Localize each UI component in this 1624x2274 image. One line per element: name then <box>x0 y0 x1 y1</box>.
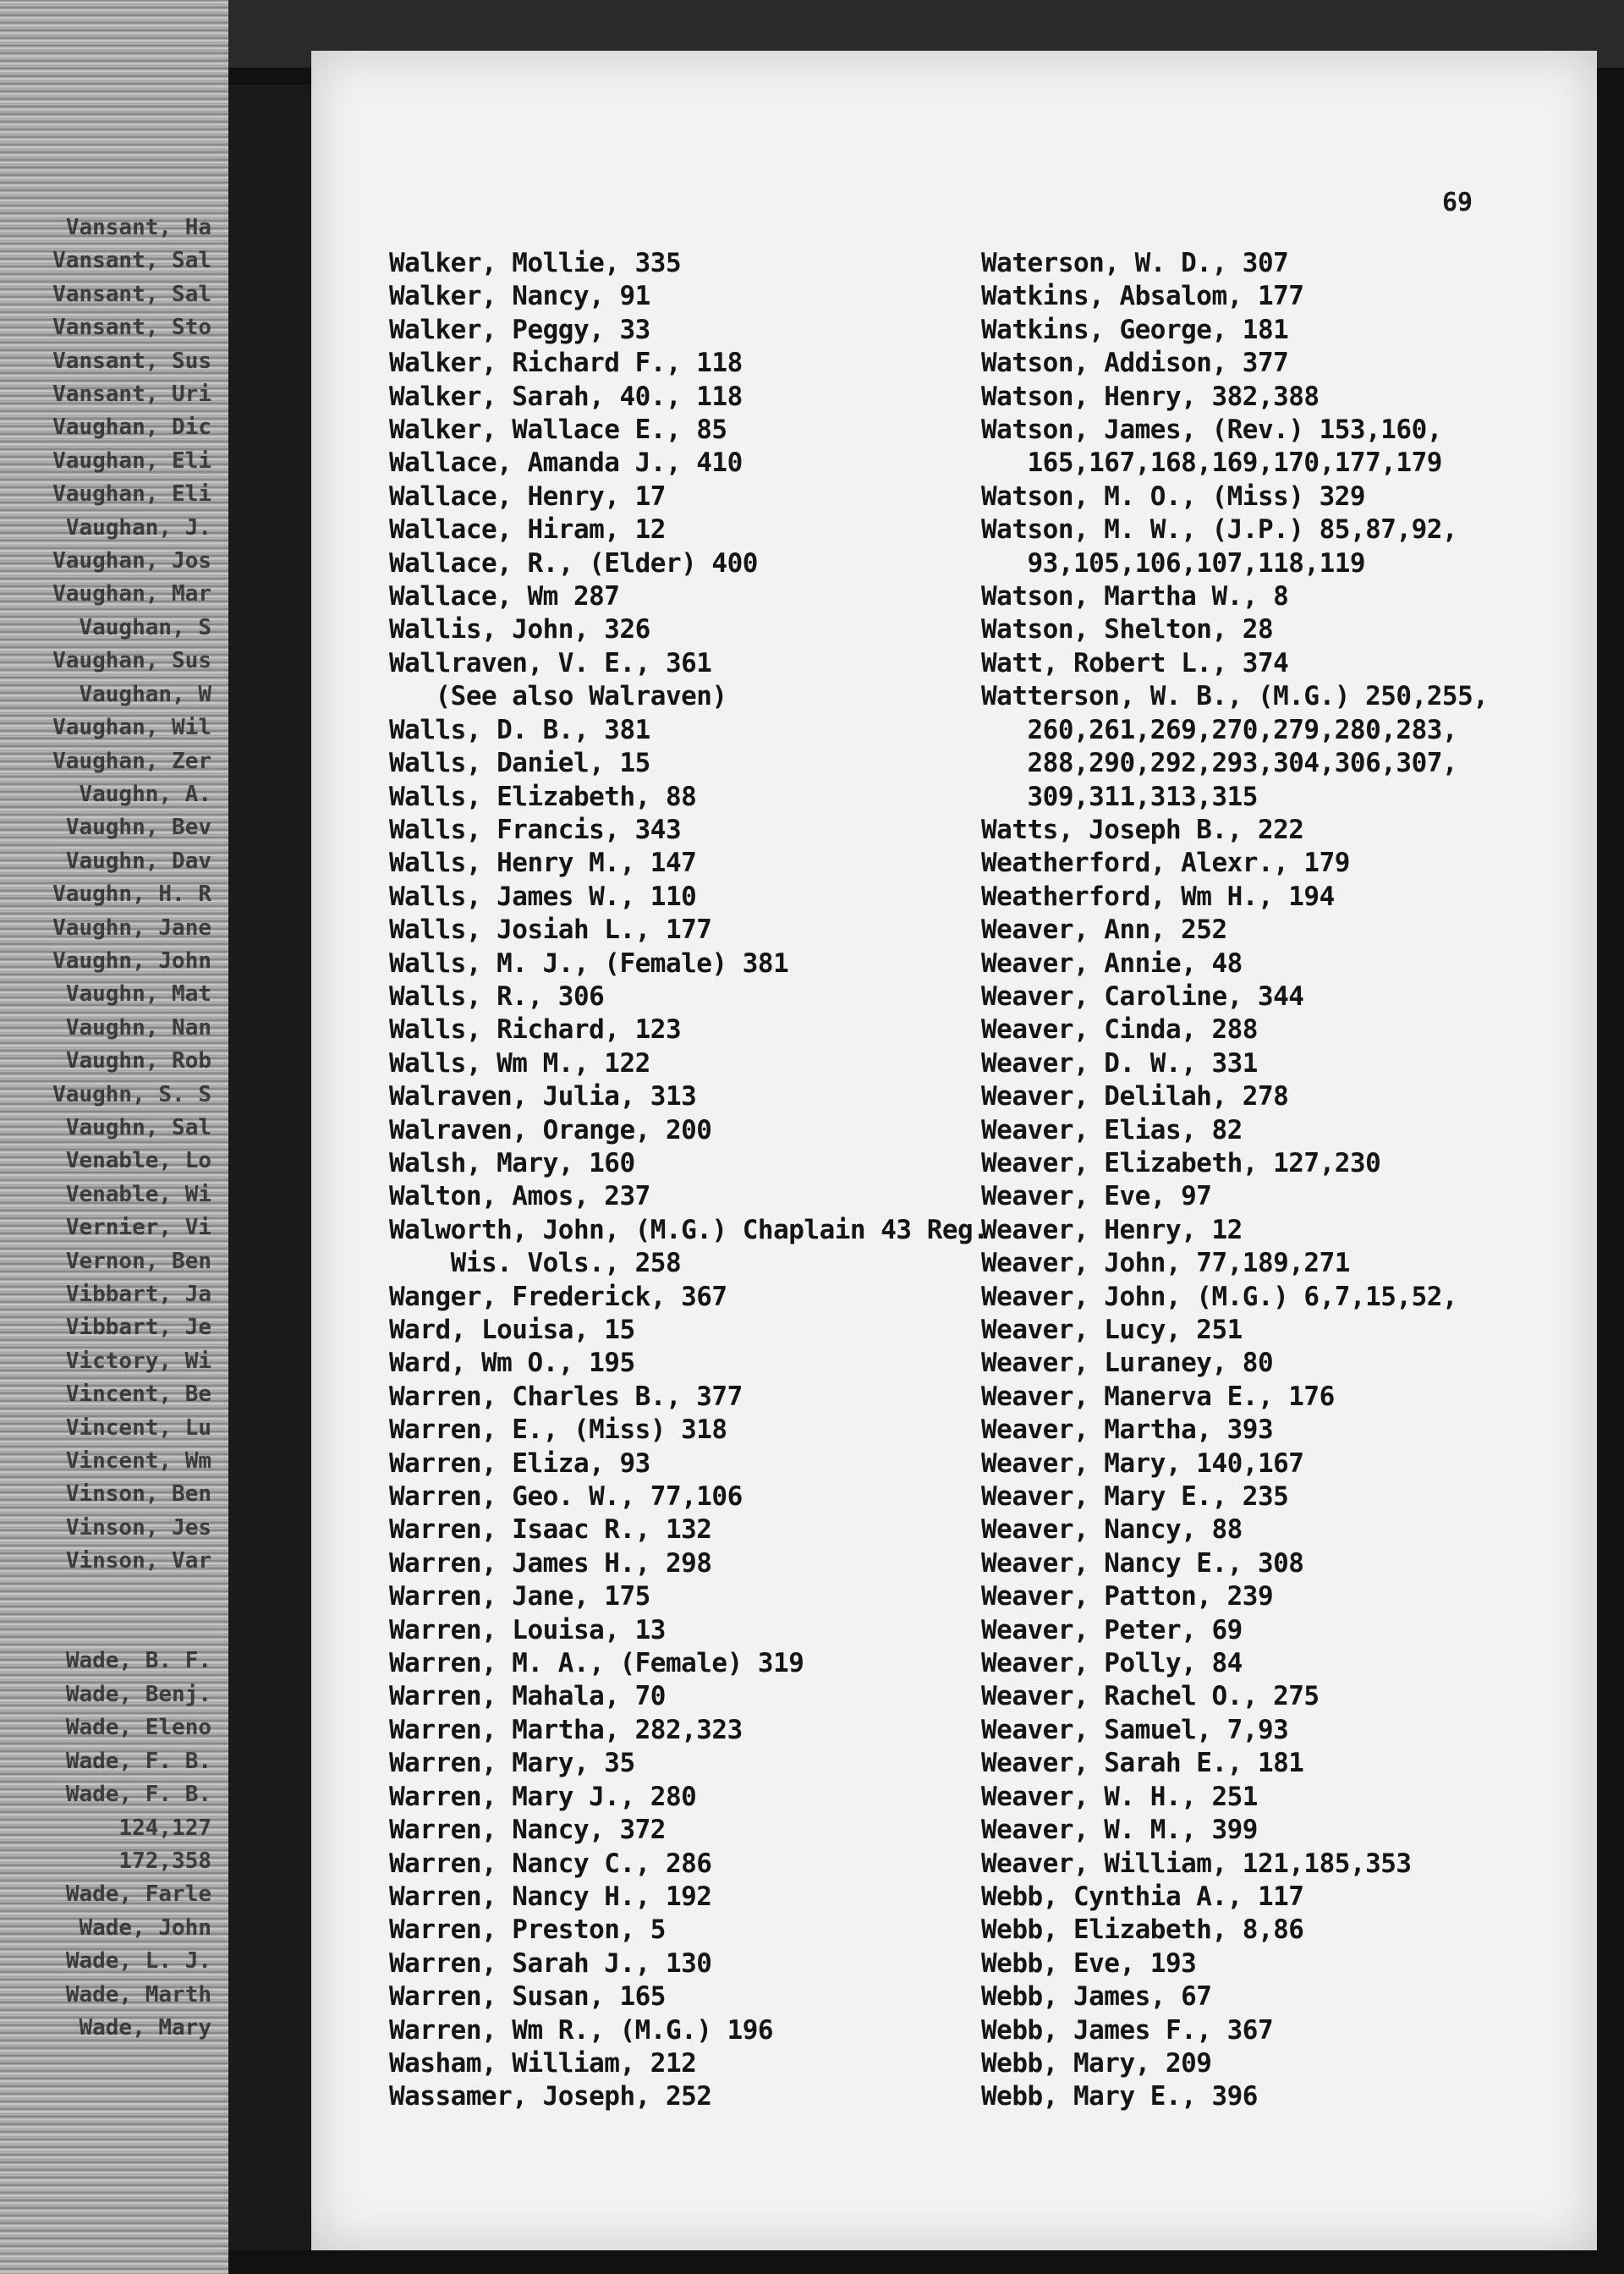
previous-page-line: Vibbart, Je <box>65 1315 211 1341</box>
previous-page-line: Wade, Eleno <box>65 1715 211 1741</box>
previous-page-line: Wade, L. J. <box>65 1948 211 1975</box>
index-entry: Weaver, Annie, 48 <box>981 948 1243 979</box>
index-entry: Walls, D. B., 381 <box>389 714 650 745</box>
index-entry: Walls, Richard, 123 <box>389 1014 682 1046</box>
previous-page-line: Vansant, Uri <box>52 382 211 408</box>
index-entry: Weaver, D. W., 331 <box>981 1047 1258 1079</box>
index-entry: Warren, Louisa, 13 <box>389 1614 666 1645</box>
previous-page-line: Wade, F. B. <box>65 1782 211 1808</box>
previous-page-line: Vaughan, W <box>79 681 211 707</box>
index-entry: Weaver, Cinda, 288 <box>981 1014 1258 1046</box>
previous-page-line: Vaughan, Eli <box>52 481 211 508</box>
index-entry: Walsh, Mary, 160 <box>389 1147 635 1178</box>
previous-page-line: Vansant, Sto <box>52 315 211 341</box>
previous-page-line: Venable, Wi <box>65 1181 211 1207</box>
index-entry: Warren, Nancy H., 192 <box>389 1881 712 1912</box>
index-entry: Walworth, John, (M.G.) Chaplain 43 Reg. <box>389 1214 989 1245</box>
previous-page-line: Vibbart, Ja <box>65 1282 211 1307</box>
index-entry: Watson, Shelton, 28 <box>981 614 1274 645</box>
index-entry: Weaver, W. H., 251 <box>981 1781 1258 1812</box>
index-entry: Wassamer, Joseph, 252 <box>389 2081 712 2112</box>
index-entry: Webb, Elizabeth, 8,86 <box>981 1914 1304 1946</box>
index-entry: Walls, M. J., (Female) 381 <box>389 948 789 979</box>
index-entry: Weaver, Mary E., 235 <box>981 1481 1289 1513</box>
index-entry: Webb, James, 67 <box>981 1981 1212 2013</box>
previous-page-edge <box>0 0 228 2274</box>
previous-page-line: Vaughn, H. R <box>52 882 211 908</box>
index-entry: Weatherford, Wm H., 194 <box>981 881 1335 912</box>
previous-page-line: Venable, Lo <box>65 1148 211 1174</box>
index-entry: Walton, Amos, 237 <box>389 1181 650 1212</box>
previous-page-line: Vaughn, Nan <box>65 1014 211 1041</box>
previous-page-line: Vaughan, J. <box>65 514 211 541</box>
previous-page-line: Vernon, Ben <box>65 1248 211 1274</box>
index-entry: Watson, James, (Rev.) 153,160, <box>981 415 1442 446</box>
index-entry: Warren, Susan, 165 <box>389 1981 666 2013</box>
index-entry: Warren, Sarah J., 130 <box>389 1947 712 1979</box>
index-entry: 165,167,168,169,170,177,179 <box>981 448 1442 479</box>
index-entry: Warren, Geo. W., 77,106 <box>389 1481 743 1513</box>
previous-page-line: 124,127 <box>118 1815 211 1841</box>
index-entry: Wanger, Frederick, 367 <box>389 1281 727 1312</box>
index-entry: Weaver, Manerva E., 176 <box>981 1381 1335 1412</box>
previous-page-line: Vaughan, S <box>79 614 211 640</box>
index-entry: Weaver, Caroline, 344 <box>981 980 1304 1012</box>
index-entry: Weaver, Elias, 82 <box>981 1114 1243 1145</box>
previous-page-line: Vaughn, Rob <box>65 1048 211 1074</box>
index-entry: Weaver, Patton, 239 <box>981 1581 1274 1612</box>
index-entry: Walker, Mollie, 335 <box>389 248 682 278</box>
previous-page-line: Wade, Mary <box>79 2014 211 2041</box>
index-entry: Weaver, Rachel O., 275 <box>981 1681 1320 1712</box>
index-entry: Warren, Isaac R., 132 <box>389 1514 712 1546</box>
index-entry: Weaver, Lucy, 251 <box>981 1315 1243 1345</box>
index-entry: Weaver, Samuel, 7,93 <box>981 1714 1289 1745</box>
index-column-left <box>389 247 988 2114</box>
previous-page-line: Vincent, Be <box>65 1381 211 1408</box>
index-entry: Walker, Nancy, 91 <box>389 281 650 312</box>
index-entry: Warren, James H., 298 <box>389 1547 712 1579</box>
index-entry: Webb, Mary, 209 <box>981 2047 1212 2079</box>
previous-page-line: Vinson, Jes <box>65 1514 211 1541</box>
previous-page-line: Vaughn, A. <box>79 781 211 807</box>
index-entry: Weaver, Delilah, 278 <box>981 1081 1289 1112</box>
index-entry: Watson, Addison, 377 <box>981 348 1289 379</box>
previous-page-line: Vinson, Var <box>65 1548 211 1574</box>
previous-page-line: Vaughan, Wil <box>52 715 211 741</box>
previous-page-line: Vaughan, Zer <box>52 748 211 774</box>
index-entry: Weaver, William, 121,185,353 <box>981 1848 1412 1879</box>
index-entry: Weaver, Peter, 69 <box>981 1614 1243 1645</box>
index-entry: Weaver, Martha, 393 <box>981 1414 1274 1446</box>
index-entry: Warren, Wm R., (M.G.) 196 <box>389 2014 774 2046</box>
index-entry: Warren, Eliza, 93 <box>389 1447 650 1479</box>
index-entry: Wallace, Hiram, 12 <box>389 514 666 546</box>
index-entry: Watson, M. O., (Miss) 329 <box>981 481 1366 512</box>
index-entry: Walls, Josiah L., 177 <box>389 915 712 946</box>
index-entry: Walls, Francis, 343 <box>389 814 682 845</box>
index-entry: Webb, Mary E., 396 <box>981 2081 1258 2112</box>
index-entry: Watson, Martha W., 8 <box>981 581 1289 612</box>
index-entry: 260,261,269,270,279,280,283, <box>981 714 1458 745</box>
index-entry: 309,311,313,315 <box>981 781 1258 812</box>
index-entry: Wallace, Amanda J., 410 <box>389 448 743 479</box>
previous-page-line: Wade, Farle <box>65 1881 211 1908</box>
index-entry: Walker, Wallace E., 85 <box>389 415 727 446</box>
previous-page-line: Vaughn, Dav <box>65 848 211 874</box>
index-entry: Webb, James F., 367 <box>981 2014 1274 2046</box>
index-entry: Walraven, Orange, 200 <box>389 1114 712 1145</box>
previous-page-line: Vaughan, Eli <box>52 448 211 474</box>
index-entry: Walker, Richard F., 118 <box>389 348 743 379</box>
previous-page-line: Vaughn, John <box>52 948 211 974</box>
index-entry: (See also Walraven) <box>389 681 727 712</box>
previous-page-text <box>0 211 211 2045</box>
index-entry: Warren, Jane, 175 <box>389 1581 650 1612</box>
index-entry: Watts, Joseph B., 222 <box>981 814 1304 845</box>
index-entry: Walls, Henry M., 147 <box>389 848 697 879</box>
previous-page-line: Vaughan, Jos <box>52 548 211 574</box>
index-entry: Warren, Mary, 35 <box>389 1748 635 1779</box>
index-entry: Warren, Charles B., 377 <box>389 1381 743 1412</box>
page-number: 69 <box>1442 188 1473 217</box>
index-entry: Watson, Henry, 382,388 <box>981 381 1320 412</box>
index-entry: Weatherford, Alexr., 179 <box>981 848 1350 879</box>
index-entry: Weaver, John, (M.G.) 6,7,15,52, <box>981 1281 1458 1312</box>
previous-page-line: Vaughn, S. S <box>52 1081 211 1107</box>
previous-page-line: Vansant, Sal <box>52 281 211 307</box>
index-entry: Wis. Vols., 258 <box>389 1248 682 1279</box>
index-entry: Weaver, Nancy E., 308 <box>981 1547 1304 1579</box>
previous-page-line: Wade, Benj. <box>65 1681 211 1707</box>
index-entry: Weaver, Henry, 12 <box>981 1214 1243 1245</box>
previous-page-line: Vansant, Sal <box>52 248 211 274</box>
index-entry: Ward, Wm O., 195 <box>389 1348 635 1379</box>
index-entry: Weaver, Luraney, 80 <box>981 1348 1274 1379</box>
index-entry: Walls, James W., 110 <box>389 881 697 912</box>
previous-page-line: Vaughan, Dic <box>52 415 211 441</box>
index-entry: Wallace, R., (Elder) 400 <box>389 547 758 579</box>
index-entry: Wallace, Wm 287 <box>389 581 620 612</box>
previous-page-line: Vansant, Sus <box>52 348 211 374</box>
index-entry: Weaver, W. M., 399 <box>981 1815 1258 1846</box>
previous-page-line: Wade, F. B. <box>65 1748 211 1774</box>
index-entry: Warren, Preston, 5 <box>389 1914 666 1946</box>
index-entry: Watterson, W. B., (M.G.) 250,255, <box>981 681 1489 712</box>
index-entry: Webb, Eve, 193 <box>981 1947 1197 1979</box>
index-entry: Washam, William, 212 <box>389 2047 697 2079</box>
index-entry: Walls, Elizabeth, 88 <box>389 781 697 812</box>
index-entry: Weaver, Nancy, 88 <box>981 1514 1243 1546</box>
book-spine <box>228 85 313 2250</box>
previous-page-line: Wade, B. F. <box>65 1648 211 1674</box>
index-entry: Walker, Peggy, 33 <box>389 314 650 345</box>
index-entry: 288,290,292,293,304,306,307, <box>981 748 1458 779</box>
previous-page-line: Vincent, Lu <box>65 1414 211 1441</box>
index-entry: Warren, Nancy, 372 <box>389 1815 666 1846</box>
previous-page-line: Vinson, Ben <box>65 1481 211 1508</box>
index-entry: Weaver, Mary, 140,167 <box>981 1447 1304 1479</box>
index-entry: Watkins, Absalom, 177 <box>981 281 1304 312</box>
index-entry: Ward, Louisa, 15 <box>389 1315 635 1345</box>
index-entry: Watson, M. W., (J.P.) 85,87,92, <box>981 514 1458 546</box>
index-entry: Walls, R., 306 <box>389 980 605 1012</box>
index-entry: Wallace, Henry, 17 <box>389 481 666 512</box>
previous-page-line <box>0 1579 211 1612</box>
previous-page-line: Vaughn, Bev <box>65 815 211 841</box>
index-entry: Warren, E., (Miss) 318 <box>389 1414 727 1446</box>
index-entry: Weaver, Polly, 84 <box>981 1648 1243 1679</box>
index-entry: Weaver, John, 77,189,271 <box>981 1248 1350 1279</box>
previous-page-line: Vaughn, Sal <box>65 1114 211 1140</box>
previous-page-line: Vincent, Wm <box>65 1448 211 1475</box>
previous-page-line: Vernier, Vi <box>65 1215 211 1241</box>
index-entry: Weaver, Ann, 252 <box>981 915 1227 946</box>
index-entry: Walls, Daniel, 15 <box>389 748 650 779</box>
index-column-right <box>981 247 1488 2114</box>
index-entry: Weaver, Sarah E., 181 <box>981 1748 1304 1779</box>
index-entry: Weaver, Eve, 97 <box>981 1181 1212 1212</box>
previous-page-line: Vaughn, Jane <box>52 915 211 941</box>
previous-page-line: Vaughan, Sus <box>52 648 211 674</box>
previous-page-line: Vaughan, Mar <box>52 581 211 607</box>
previous-page-line: Wade, Marth <box>65 1981 211 2008</box>
previous-page-line: Victory, Wi <box>65 1348 211 1374</box>
index-entry: Walraven, Julia, 313 <box>389 1081 697 1112</box>
previous-page-line: 172,358 <box>118 1848 211 1874</box>
index-entry: Waterson, W. D., 307 <box>981 248 1289 278</box>
index-entry: Watt, Robert L., 374 <box>981 647 1289 678</box>
index-entry: Walker, Sarah, 40., 118 <box>389 381 743 412</box>
index-entry: Warren, Martha, 282,323 <box>389 1714 743 1745</box>
index-entry: Warren, Nancy C., 286 <box>389 1848 712 1879</box>
index-entry: Walls, Wm M., 122 <box>389 1047 650 1079</box>
index-entry: Wallraven, V. E., 361 <box>389 647 712 678</box>
index-entry: 93,105,106,107,118,119 <box>981 547 1366 579</box>
index-entry: Wallis, John, 326 <box>389 614 650 645</box>
index-entry: Warren, Mary J., 280 <box>389 1781 697 1812</box>
index-entry: Warren, M. A., (Female) 319 <box>389 1648 804 1679</box>
index-entry: Watkins, George, 181 <box>981 314 1289 345</box>
previous-page-line: Vansant, Ha <box>65 215 211 240</box>
previous-page-line <box>0 1612 211 1645</box>
previous-page-line: Wade, John <box>79 1914 211 1941</box>
previous-page-line: Vaughn, Mat <box>65 981 211 1008</box>
index-entry: Warren, Mahala, 70 <box>389 1681 666 1712</box>
index-entry: Webb, Cynthia A., 117 <box>981 1881 1304 1912</box>
index-entry: Weaver, Elizabeth, 127,230 <box>981 1147 1381 1178</box>
